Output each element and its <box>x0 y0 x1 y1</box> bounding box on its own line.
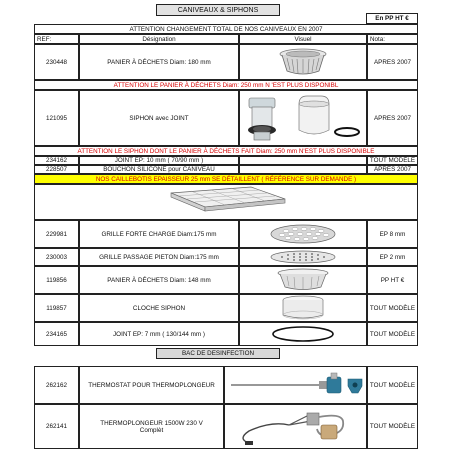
table-row-nota: EP 8 mm <box>367 220 418 248</box>
change-notice: ATTENTION CHANGEMENT TOTAL DE NOS CANIVEAUX EN 2007 <box>34 24 418 34</box>
table-row-designation: PANIER À DÉCHETS Diam: 180 mm <box>79 44 239 80</box>
table-row-nota: APRES 2007 <box>367 44 418 80</box>
table-row-nota: TOUT MODÈLE <box>367 366 418 404</box>
visual-empty <box>239 165 367 174</box>
thermoplongeur-image <box>224 404 367 449</box>
table-row-ref: 121095 <box>34 90 79 146</box>
thermostat-image <box>224 366 367 404</box>
table-row-designation: THERMOSTAT POUR THERMOPLONGEUR <box>79 366 224 404</box>
table-row-ref: 229981 <box>34 220 79 248</box>
table-row-designation: PANIER À DÉCHETS Diam: 148 mm <box>79 266 239 294</box>
table-row-designation: JOINT EP: 7 mm ( 130/144 mm ) <box>79 322 239 346</box>
table-row-designation: THERMOPLONGEUR 1500W 230 V Complèt <box>79 404 224 449</box>
table-row-ref: 234162 <box>34 156 79 165</box>
caillebotis-image-row <box>34 184 418 220</box>
table-row-nota: EP 2 mm <box>367 248 418 266</box>
siphon-image <box>239 90 367 146</box>
banner-caillebotis: NOS CAILLEBOTIS EPAISSEUR 25 mm SE DÉTAILLENT ( RÉFÉRENCE SUR DEMANDE ) <box>34 174 418 184</box>
table-row-nota: TOUT MODÈLE <box>367 156 418 165</box>
table-row-designation: BOUCHON SILICONE pour CANIVEAU <box>79 165 239 174</box>
table-row-designation: GRILLE PASSAGE PIETON Diam:175 mm <box>79 248 239 266</box>
table-row-designation: CLOCHE SIPHON <box>79 294 239 322</box>
table-row-ref: 119857 <box>34 294 79 322</box>
table-row-designation: GRILLE FORTE CHARGE Diam:175 mm <box>79 220 239 248</box>
header-nota: Nota: <box>367 34 418 44</box>
table-row-nota: TOUT MODÈLE <box>367 404 418 449</box>
joint-130-image <box>239 322 367 346</box>
header-visuel: Visuel <box>239 34 367 44</box>
table-row-ref: 230448 <box>34 44 79 80</box>
table-row-ref: 119856 <box>34 266 79 294</box>
grille-pieton-image <box>239 248 367 266</box>
banner-siphon-unavailable: ATTENTION LE SIPHON DONT LE PANIER À DÉCHETS FAIT Diam: 250 mm N'EST PLUS DISPONIBLE <box>34 146 418 156</box>
basket-148-image <box>239 266 367 294</box>
grille-forte-image <box>239 220 367 248</box>
table-row-designation: SIPHON avec JOINT <box>79 90 239 146</box>
page-title: CANIVEAUX & SIPHONS <box>156 4 280 16</box>
table-row-ref: 230003 <box>34 248 79 266</box>
banner-panier-unavailable: ATTENTION LE PANIER À DÉCHETS Diam: 250 mm N 'EST PLUS DISPONIBL <box>34 80 418 90</box>
header-designation: Désignation <box>79 34 239 44</box>
header-ref: REF: <box>34 34 79 44</box>
table-row-ref: 262141 <box>34 404 79 449</box>
table-row-nota: TOUT MODÈLE <box>367 322 418 346</box>
table-row-nota: PP HT € <box>367 266 418 294</box>
table-row-ref: 228507 <box>34 165 79 174</box>
price-unit-label: En PP HT € <box>366 13 418 24</box>
table-row-ref: 262162 <box>34 366 79 404</box>
visual-empty <box>239 156 367 165</box>
table-row-nota: APRES 2007 <box>367 165 418 174</box>
table-row-nota: APRES 2007 <box>367 90 418 146</box>
table-row-ref: 234165 <box>34 322 79 346</box>
basket-180-image <box>239 44 367 80</box>
table-row-designation: JOINT EP: 10 mm ( 70/90 mm ) <box>79 156 239 165</box>
table-row-nota: TOUT MODÈLE <box>367 294 418 322</box>
section-bac-desinfection: BAC DE DESINFECTION <box>156 348 280 359</box>
cloche-siphon-image <box>239 294 367 322</box>
